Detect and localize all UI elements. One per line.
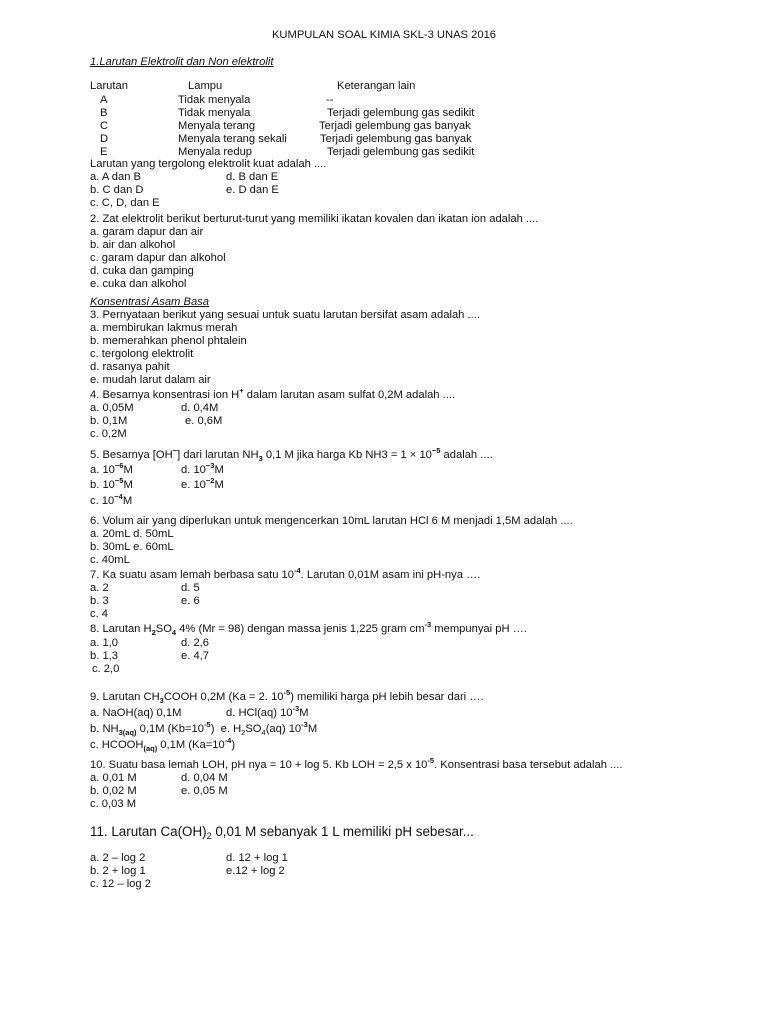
- table-cell: Tidak menyala: [178, 107, 251, 119]
- answer-option: a. 2 – log 2: [90, 852, 146, 864]
- answer-option: a. A dan B: [90, 171, 142, 183]
- answer-option: c. garam dapur dan alkohol: [90, 252, 226, 264]
- answer-option: a. garam dapur dan air: [90, 226, 204, 238]
- answer-option: d. 0,04 M: [181, 772, 228, 784]
- answer-option: c. 0,2M: [90, 428, 127, 440]
- answer-option: c. tergolong elektrolit: [90, 348, 194, 360]
- answer-option: c. 0,03 M: [90, 798, 137, 810]
- answer-option: c. 40mL: [90, 554, 130, 566]
- answer-option: e. mudah larut dalam air: [90, 374, 211, 386]
- answer-option: b. 1,3: [90, 650, 118, 662]
- question-9-text: 9. Larutan $CH_3COOH$ 0,2M (Ka = 2. $10^{-5}$) memiliki harga pH lebih besar dari ….: [90, 688, 484, 705]
- answer-option: c. 2,0: [92, 663, 120, 675]
- question-10-text: 10. Suatu basa lemah LOH, pH nya = 10 + log 5. Kb LOH = 2,5 x $10^{-5}$. Konsentrasi basa tersebut adalah ....: [90, 756, 623, 771]
- question-6-text: 6. Volum air yang diperlukan untuk mengencerkan 10mL larutan HCl 6 M menjadi 1,5M adalah ....: [90, 515, 573, 527]
- answer-option: d. 12 + log 1: [226, 852, 288, 864]
- answer-option: a. membirukan lakmus merah: [90, 322, 238, 334]
- answer-option: d. 0,4M: [181, 402, 219, 414]
- answer-option: c. 4: [90, 608, 109, 620]
- answer-option: b. C dan D: [90, 184, 144, 196]
- question-11-text: 11. Larutan $Ca(OH)_2$ 0,01 M sebanyak 1 L memiliki pH sebesar...: [90, 824, 474, 841]
- answer-option: b. $NH_{3(aq)}$ 0,1M $(Kb=10^{-5})$ e. $H_2SO_4(aq)$ $10^{-3}M$: [90, 720, 318, 737]
- answer-option: a. NaOH(aq) 0,1M: [90, 707, 182, 719]
- answer-option: e. 0,6M: [185, 415, 223, 427]
- answer-option: e. D dan E: [226, 184, 279, 196]
- question-5-text: 5. Besarnya [OH−] dari larutan $NH_3$ 0,1 M jika harga Kb $NH3 = 1 \times 10^{-5}$ adalah ....: [90, 446, 493, 463]
- answer-option: d. HCl(aq) $10^{-3}M$: [226, 704, 309, 719]
- question-2-text: 2. Zat elektrolit berikut berturut-turut yang memiliki ikatan kovalen dan ikatan ion adalah ....: [90, 213, 539, 225]
- answer-option: e. 0,05 M: [181, 785, 228, 797]
- answer-option: d. $10^{-3}M$: [181, 461, 224, 476]
- answer-option: b. 0,02 M: [90, 785, 137, 797]
- answer-option: b. air dan alkohol: [90, 239, 176, 251]
- table-cell: D: [100, 133, 109, 145]
- table-cell: E: [100, 146, 108, 158]
- table-cell: Menyala terang sekali: [178, 133, 287, 145]
- question-3-text: 3. Pernyataan berikut yang sesuai untuk suatu larutan bersifat asam adalah ....: [90, 309, 480, 321]
- table-cell: Terjadi gelembung gas banyak: [320, 133, 472, 145]
- question-8-text: 8. Larutan $H_2SO_4$ 4% (Mr = 98) dengan massa jenis 1,225 gram $cm^{-3}$ mempunyai pH ….: [90, 620, 527, 637]
- answer-option: e.12 + log 2: [226, 865, 285, 877]
- answer-option: e. cuka dan alkohol: [90, 278, 187, 290]
- answer-option: b. $10^{-5}M$: [90, 476, 133, 491]
- answer-option: a. 2: [90, 582, 109, 594]
- question-1-text: Larutan yang tergolong elektrolit kuat adalah ....: [90, 158, 327, 170]
- answer-option: b. 30mL e. 60mL: [90, 541, 174, 553]
- answer-option: d. rasanya pahit: [90, 361, 170, 373]
- question-4-text: 4. Besarnya konsentrasi ion H+ dalam larutan asam sulfat 0,2M adalah ....: [90, 386, 456, 401]
- table-header-larutan: Larutan: [90, 80, 128, 92]
- answer-option: d. B dan E: [226, 171, 279, 183]
- document-title: KUMPULAN SOAL KIMIA SKL-3 UNAS 2016: [271, 29, 497, 41]
- answer-option: c. 12 – log 2: [90, 878, 151, 890]
- answer-option: c. C, D, dan E: [90, 197, 160, 209]
- answer-option: c. $10^{-4}M$: [90, 492, 133, 507]
- answer-option: b. 3: [90, 595, 109, 607]
- answer-option: a. $10^{-6}M$: [90, 461, 133, 476]
- answer-option: e. $10^{-2}M$: [181, 476, 224, 491]
- table-cell: Terjadi gelembung gas banyak: [319, 120, 471, 132]
- answer-option: b. 2 + log 1: [90, 865, 146, 877]
- answer-option: e. 6: [181, 595, 200, 607]
- table-cell: Tidak menyala: [178, 94, 251, 106]
- section-heading-asam-basa: Konsentrasi Asam Basa: [90, 296, 209, 308]
- table-cell: C: [100, 120, 109, 132]
- answer-option: b. memerahkan phenol phtalein: [90, 335, 247, 347]
- answer-option: d. 5: [181, 582, 200, 594]
- table-cell: Menyala redup: [178, 146, 253, 158]
- answer-option: d. cuka dan gamping: [90, 265, 194, 277]
- table-cell: Terjadi gelembung gas sedikit: [327, 107, 475, 119]
- answer-option: d. 2,6: [181, 637, 209, 649]
- answer-option: a. 0,01 M: [90, 772, 137, 784]
- section-heading-elektrolit: 1.Larutan Elektrolit dan Non elektrolit: [90, 56, 274, 68]
- answer-option: a. 1,0: [90, 637, 118, 649]
- answer-option: c. $HCOOH_{(aq)}$ 0,1M $(Ka=10^{-4})$: [90, 736, 236, 753]
- table-cell: Terjadi gelembung gas sedikit: [327, 146, 475, 158]
- table-header-keterangan: Keterangan lain: [337, 80, 416, 92]
- table-cell: Menyala terang: [178, 120, 256, 132]
- table-header-lampu: Lampu: [188, 80, 223, 92]
- answer-option: a. 20mL d. 50mL: [90, 528, 174, 540]
- question-7-text: 7. Ka suatu asam lemah berbasa satu $10^{-4}$. Larutan 0,01M asam ini pH-nya ….: [90, 566, 481, 581]
- answer-option: b. 0,1M: [90, 415, 128, 427]
- table-cell: B: [100, 107, 108, 119]
- table-cell: --: [326, 94, 334, 106]
- table-cell: A: [100, 94, 108, 106]
- answer-option: a. 0,05M: [90, 402, 134, 414]
- answer-option: e. 4,7: [181, 650, 209, 662]
